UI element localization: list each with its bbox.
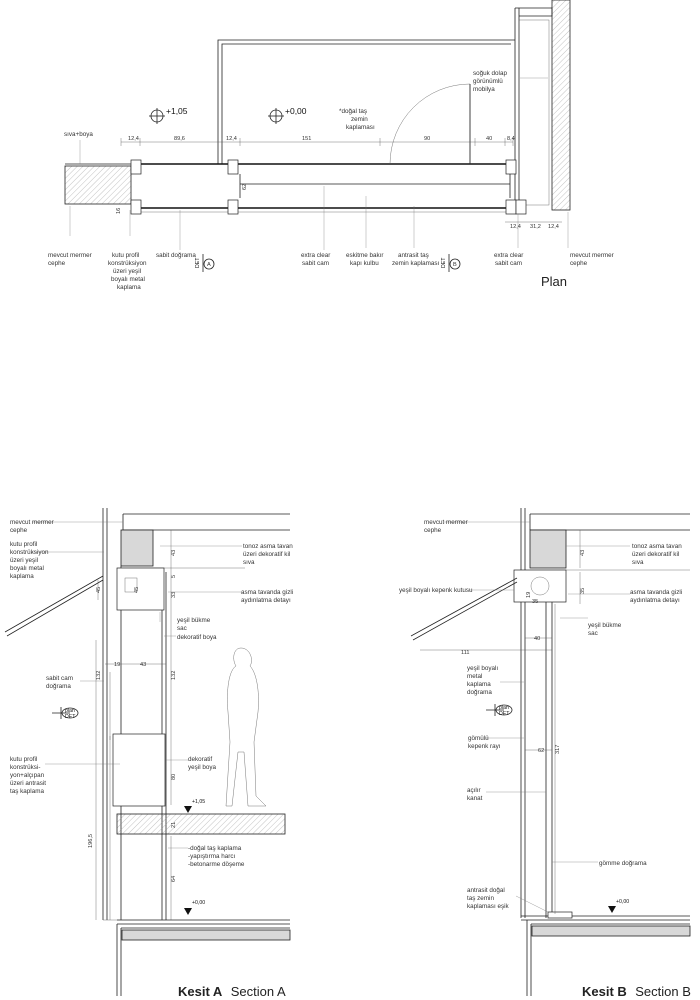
svg-text:üzeri antrasit: üzeri antrasit xyxy=(10,780,47,787)
svg-text:A: A xyxy=(207,262,211,268)
section-b-dim-40: 40 xyxy=(534,636,541,642)
svg-text:extra clear: extra clear xyxy=(301,252,331,259)
svg-text:kaplama: kaplama xyxy=(117,284,141,291)
plan-drawing xyxy=(48,0,614,291)
plan-dim-1: 12,4 xyxy=(128,136,139,142)
svg-text:kaplama: kaplama xyxy=(10,573,34,580)
plan-label-antrasit xyxy=(392,252,439,267)
plan-section-marker-a xyxy=(195,254,214,272)
section-a-label-kutu-profil-alcipan xyxy=(10,756,46,795)
svg-text:-betonarme döşeme: -betonarme döşeme xyxy=(188,861,245,868)
section-b-ground-slab xyxy=(532,926,690,936)
svg-text:sac: sac xyxy=(177,625,187,632)
plan-dim-b3: 12,4 xyxy=(548,224,559,230)
svg-text:aydınlatma detayı: aydınlatma detayı xyxy=(630,597,680,604)
svg-text:+1,05: +1,05 xyxy=(192,799,206,805)
section-a-ceiling xyxy=(123,514,290,530)
plan-glass-frame xyxy=(240,174,510,198)
section-a-label-sabit-cam xyxy=(46,675,73,690)
svg-text:doğrama: doğrama xyxy=(46,683,71,690)
section-a-human-figure xyxy=(226,648,266,806)
plan-posts xyxy=(131,160,526,214)
section-b-label-yesil-bukme xyxy=(588,622,622,637)
section-b-dim-35h: 35 xyxy=(532,599,539,605)
section-a-canopy xyxy=(5,576,103,636)
section-a-dim-1965: 196,5 xyxy=(88,834,94,848)
section-b-label-tonoz xyxy=(632,543,682,566)
plan-dim-3: 12,4 xyxy=(226,136,237,142)
plan-dim-4: 151 xyxy=(302,136,312,142)
svg-text:üzeri yeşil: üzeri yeşil xyxy=(113,268,141,275)
section-b-ceiling-beam xyxy=(530,530,566,568)
plan-section-marker-b xyxy=(441,254,460,272)
section-a-label-kutu-profil xyxy=(10,541,49,580)
svg-text:plan: plan xyxy=(65,708,75,714)
plan-dim-2: 89,6 xyxy=(174,136,185,142)
svg-text:kaplama: kaplama xyxy=(467,681,491,688)
section-a-label-dekoratif-boya: dekoratif boya xyxy=(177,634,217,641)
svg-text:konstrüksiyon: konstrüksiyon xyxy=(108,260,147,267)
plan-level-marker-upper xyxy=(149,106,188,124)
plan-dim-5: 90 xyxy=(424,136,431,142)
section-a-label-dogal-tas xyxy=(188,845,245,868)
plan-title: Plan xyxy=(541,274,568,289)
svg-text:zemin kaplaması: zemin kaplaması xyxy=(392,260,440,267)
plan-label-soguk-dolap xyxy=(473,70,507,93)
section-a-dim-43h: 43 xyxy=(140,662,147,668)
section-b-dim-35: 35 xyxy=(580,587,586,594)
svg-text:konstrüksiyon: konstrüksiyon xyxy=(10,549,49,556)
section-b-title: Kesit B Section B xyxy=(582,984,691,999)
plan-label-extra-clear-1 xyxy=(301,252,330,267)
plan-front-line xyxy=(131,164,515,208)
svg-text:plan: plan xyxy=(499,705,509,711)
svg-text:tonoz asma tavan: tonoz asma tavan xyxy=(632,543,682,550)
section-a-dim-21: 21 xyxy=(171,821,177,828)
section-b-drawing xyxy=(399,508,691,1000)
svg-text:DET: DET xyxy=(65,714,76,720)
svg-text:taş zemin: taş zemin xyxy=(467,895,494,902)
svg-text:*doğal taş: *doğal taş xyxy=(339,108,368,115)
plan-label-extra-clear-2 xyxy=(494,252,523,267)
section-b-ceiling xyxy=(530,514,690,530)
svg-text:cephe: cephe xyxy=(570,260,588,267)
section-a-label-mevcut-mermer xyxy=(10,519,54,534)
svg-text:sıva: sıva xyxy=(632,559,644,566)
section-a-awning-box xyxy=(117,568,164,610)
svg-text:+1,05: +1,05 xyxy=(166,106,188,116)
plan-label-mevcut-mermer-left xyxy=(48,252,92,267)
svg-text:DET: DET xyxy=(499,711,510,717)
plan-right-wall xyxy=(515,8,552,210)
plan-cold-cabinet xyxy=(519,20,549,205)
svg-text:asma tavanda gizli: asma tavanda gizli xyxy=(241,589,294,596)
svg-text:kaplaması: kaplaması xyxy=(346,124,375,131)
section-b-threshold xyxy=(548,912,572,918)
svg-text:taş kaplama: taş kaplama xyxy=(10,788,44,795)
plan-label-mevcut-mermer-right xyxy=(570,252,614,267)
section-b-label-acilir xyxy=(467,787,483,802)
svg-text:boyalı metal: boyalı metal xyxy=(111,276,145,283)
section-b-dim-62: 62 xyxy=(538,748,545,754)
svg-text:-doğal taş kaplama: -doğal taş kaplama xyxy=(188,845,242,852)
svg-text:konstrüksi-: konstrüksi- xyxy=(10,764,41,771)
section-a-dim-64: 64 xyxy=(171,875,177,882)
plan-label-kutu-profil xyxy=(108,252,147,291)
svg-text:kapı kulbu: kapı kulbu xyxy=(350,260,379,267)
plan-label-dogal-tas xyxy=(339,108,375,131)
section-b-label-gomulu xyxy=(468,735,501,750)
plan-level-marker-lower xyxy=(268,106,307,124)
svg-text:cephe: cephe xyxy=(10,527,28,534)
svg-text:kanat: kanat xyxy=(467,795,483,802)
svg-text:kutu profil: kutu profil xyxy=(10,541,38,548)
svg-text:mevcut mermer: mevcut mermer xyxy=(10,519,54,526)
svg-text:üzeri dekoratif kil: üzeri dekoratif kil xyxy=(632,551,680,558)
plan-dim-62: 62 xyxy=(242,183,248,190)
plan-dim-6: 40 xyxy=(486,136,493,142)
svg-text:mevcut mermer: mevcut mermer xyxy=(424,519,468,526)
svg-text:açılır: açılır xyxy=(467,787,481,794)
section-a-dim-132a: 132 xyxy=(96,670,102,680)
section-a-level-upper xyxy=(184,799,205,813)
section-a-label-yesil-bukme xyxy=(177,617,211,632)
plan-existing-wall xyxy=(552,0,570,210)
svg-text:mobilya: mobilya xyxy=(473,86,495,93)
svg-text:sac: sac xyxy=(588,630,598,637)
section-a-title: Kesit A Section A xyxy=(178,984,286,999)
svg-text:gömülü: gömülü xyxy=(468,735,489,742)
svg-text:zemin: zemin xyxy=(351,116,368,123)
svg-text:yeşil bükme: yeşil bükme xyxy=(177,617,211,624)
svg-text:boyalı metal: boyalı metal xyxy=(10,565,44,572)
section-a-dim-80: 80 xyxy=(171,773,177,780)
plan-label-eskitme xyxy=(346,252,383,267)
section-a-label-asma-tavan xyxy=(241,589,293,604)
section-a-box-frame xyxy=(113,734,165,806)
section-a-ground-slab xyxy=(122,930,290,940)
section-a-label-dekoratif-yesil xyxy=(188,756,216,771)
svg-text:üzeri yeşil: üzeri yeşil xyxy=(10,557,38,564)
section-a-dim-19: 19 xyxy=(114,662,121,668)
section-a-label-tonoz xyxy=(243,543,293,566)
svg-text:kaplaması eşik: kaplaması eşik xyxy=(467,903,509,910)
svg-text:+0,00: +0,00 xyxy=(192,900,206,906)
svg-text:yeşil boya: yeşil boya xyxy=(188,764,217,771)
plan-label-siva-boya: sıva+boya xyxy=(64,131,93,138)
svg-text:tonoz asma tavan: tonoz asma tavan xyxy=(243,543,293,550)
plan-label-sabit-dograma: sabit doğrama xyxy=(156,252,196,259)
svg-text:yeşil bükme: yeşil bükme xyxy=(588,622,622,629)
section-b-dim-43: 43 xyxy=(580,549,586,556)
section-b-label-kepenk-kutusu: yeşil boyalı kepenk kutusu xyxy=(399,587,473,594)
section-b-plan-det-marker xyxy=(486,704,512,717)
plan-dim-7: 8,4 xyxy=(507,136,515,142)
svg-text:mevcut mermer: mevcut mermer xyxy=(48,252,92,259)
section-a-dim-43: 43 xyxy=(171,549,177,556)
plan-left-facade xyxy=(65,166,131,204)
svg-text:+0,00: +0,00 xyxy=(285,106,307,116)
svg-text:asma tavanda gizli: asma tavanda gizli xyxy=(630,589,683,596)
svg-text:doğrama: doğrama xyxy=(467,689,492,696)
svg-text:mevcut mermer: mevcut mermer xyxy=(570,252,614,259)
svg-text:soğuk dolap: soğuk dolap xyxy=(473,70,507,77)
svg-text:üzeri dekoratif kil: üzeri dekoratif kil xyxy=(243,551,291,558)
section-b-label-gomme: gömme doğrama xyxy=(599,860,647,867)
section-a-dim-45b: 45 xyxy=(134,586,140,593)
section-b-label-mevcut-mermer xyxy=(424,519,468,534)
plan-upper-room-outline xyxy=(218,40,515,164)
svg-text:kepenk rayı: kepenk rayı xyxy=(468,743,501,750)
section-b-dim-317: 317 xyxy=(555,744,561,754)
svg-text:cephe: cephe xyxy=(48,260,66,267)
svg-text:aydınlatma detayı: aydınlatma detayı xyxy=(241,597,291,604)
plan-dim-b1: 12,4 xyxy=(510,224,521,230)
section-a-plan-det-marker xyxy=(52,707,78,720)
svg-text:antrasit taş: antrasit taş xyxy=(398,252,429,259)
plan-door-swing xyxy=(390,84,470,164)
section-a-ceiling-beam xyxy=(121,530,153,566)
section-b-dim-19: 19 xyxy=(526,591,532,598)
section-a-dim-45a: 45 xyxy=(96,586,102,593)
svg-text:kutu profil: kutu profil xyxy=(112,252,140,259)
section-a-upper-slab xyxy=(117,814,285,834)
section-a-level-lower xyxy=(184,900,205,915)
svg-text:eskitme bakır: eskitme bakır xyxy=(346,252,384,259)
svg-text:B: B xyxy=(453,262,457,268)
svg-text:sabit cam: sabit cam xyxy=(302,260,329,267)
svg-text:görünümlü: görünümlü xyxy=(473,78,503,85)
section-a-drawing xyxy=(5,508,293,1000)
section-b-shutter-box xyxy=(514,570,566,602)
section-a-dim-132b: 132 xyxy=(171,670,177,680)
section-b-label-antrasit xyxy=(467,887,509,910)
section-a-dim-33: 33 xyxy=(171,591,177,598)
svg-text:+0,00: +0,00 xyxy=(616,899,630,905)
svg-text:DET: DET xyxy=(195,257,201,268)
section-b-front-verticals xyxy=(521,508,552,918)
svg-text:yeşil boyalı: yeşil boyalı xyxy=(467,665,499,672)
svg-text:extra clear: extra clear xyxy=(494,252,524,259)
svg-text:sabit cam: sabit cam xyxy=(495,260,522,267)
section-b-label-yesil-boyali-metal xyxy=(467,665,498,696)
section-a-dim-5: 5 xyxy=(171,574,177,578)
svg-text:sıva: sıva xyxy=(243,559,255,566)
section-b-label-asma-tavan xyxy=(630,589,682,604)
section-b-level-lower xyxy=(608,899,629,913)
section-b-dim-111: 111 xyxy=(461,650,470,656)
svg-text:kutu profil: kutu profil xyxy=(10,756,38,763)
svg-text:DET: DET xyxy=(441,257,447,268)
svg-text:sabit cam: sabit cam xyxy=(46,675,73,682)
svg-text:-yapıştırma harcı: -yapıştırma harcı xyxy=(188,853,236,860)
plan-dim-16: 16 xyxy=(116,207,122,214)
svg-text:cephe: cephe xyxy=(424,527,442,534)
svg-text:dekoratif: dekoratif xyxy=(188,756,213,763)
svg-text:antrasit doğal: antrasit doğal xyxy=(467,887,505,894)
svg-text:metal: metal xyxy=(467,673,483,680)
svg-text:yon+alçıpan: yon+alçıpan xyxy=(10,772,45,779)
plan-dim-b2: 31,2 xyxy=(530,224,541,230)
